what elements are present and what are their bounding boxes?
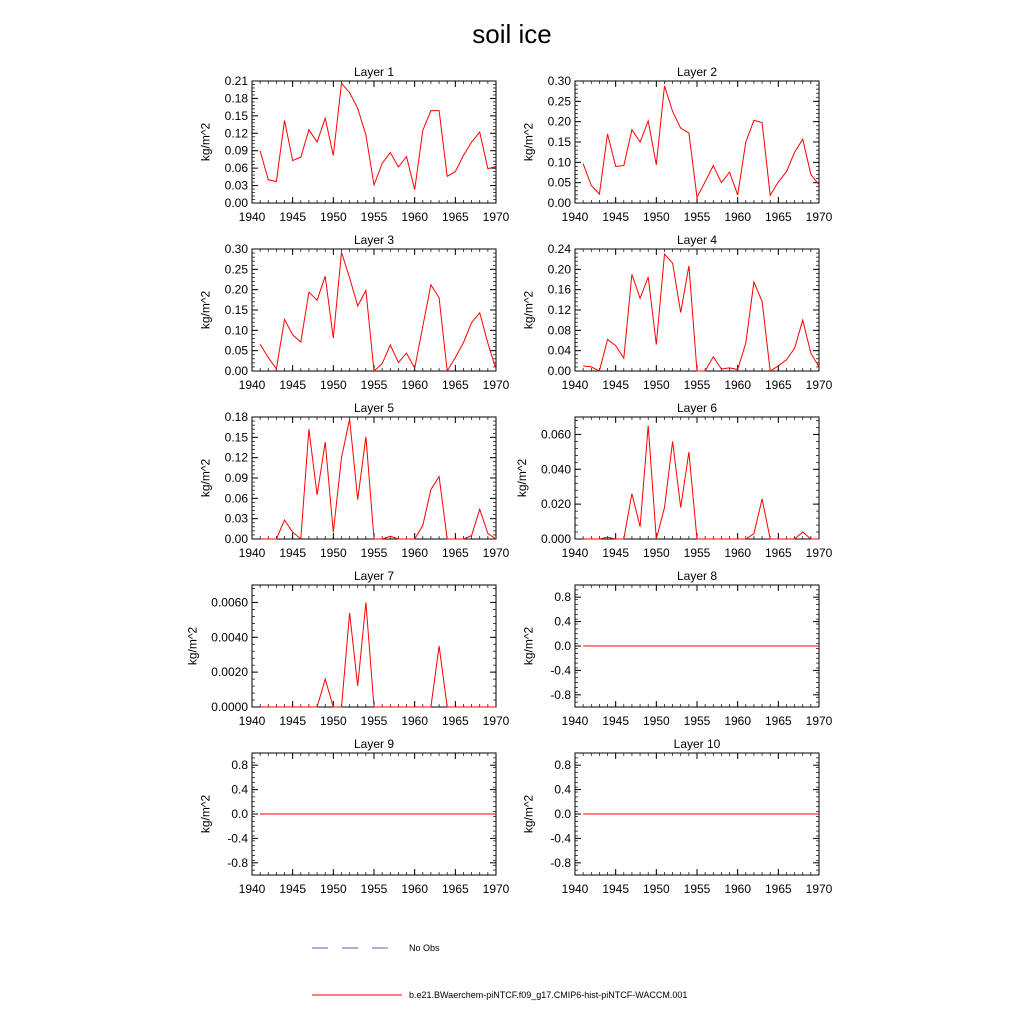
y-tick-label: -0.4 — [550, 663, 571, 678]
y-tick-label: 0.0 — [554, 807, 571, 821]
x-tick-label: 1950 — [642, 210, 670, 224]
plot-frame — [575, 249, 819, 371]
x-tick-label: 1945 — [602, 210, 630, 224]
y-tick-label: 0.12 — [547, 303, 571, 317]
x-tick-label: 1950 — [319, 378, 347, 392]
panel-layer-10 — [522, 737, 833, 896]
x-tick-label: 1950 — [642, 882, 670, 896]
panel-layer-5 — [199, 401, 510, 560]
x-tick-label: 1970 — [482, 210, 510, 224]
x-tick-label: 1940 — [238, 378, 266, 392]
x-tick-label: 1950 — [319, 546, 347, 560]
x-tick-label: 1965 — [764, 378, 792, 392]
series-line — [583, 86, 819, 197]
x-tick-label: 1960 — [401, 378, 429, 392]
figure-title: soil ice — [472, 19, 552, 49]
x-tick-label: 1970 — [805, 378, 833, 392]
y-tick-label: 0.15 — [224, 108, 248, 123]
y-tick-label: 0.25 — [547, 94, 571, 109]
y-axis-label: kg/m^2 — [198, 794, 213, 834]
y-tick-label: 0.0 — [554, 639, 571, 653]
y-tick-label: 0.30 — [224, 242, 248, 256]
y-tick-label: 0.21 — [224, 74, 248, 88]
x-tick-label: 1960 — [724, 546, 752, 560]
panel-title: Layer 10 — [673, 737, 721, 751]
x-tick-label: 1950 — [642, 546, 670, 560]
y-tick-label: 0.0020 — [211, 665, 248, 680]
y-axis-label: kg/m^2 — [521, 122, 536, 162]
x-tick-label: 1945 — [602, 882, 630, 896]
x-tick-label: 1960 — [401, 714, 429, 728]
x-tick-label: 1955 — [360, 546, 388, 560]
y-tick-label: 0.4 — [231, 782, 248, 797]
y-tick-label: 0.08 — [547, 323, 571, 338]
x-tick-label: 1945 — [279, 714, 307, 728]
panel-layer-6 — [515, 401, 833, 560]
x-tick-label: 1960 — [724, 882, 752, 896]
y-axis-label: kg/m^2 — [521, 290, 536, 330]
y-tick-label: 0.15 — [224, 303, 248, 317]
legend — [312, 943, 687, 1000]
x-tick-label: 1970 — [805, 714, 833, 728]
x-tick-label: 1955 — [360, 210, 388, 224]
x-tick-label: 1965 — [441, 378, 469, 392]
x-tick-label: 1965 — [441, 714, 469, 728]
x-tick-label: 1970 — [482, 378, 510, 392]
panel-title: Layer 8 — [676, 569, 718, 583]
x-tick-label: 1955 — [683, 210, 711, 224]
x-tick-label: 1960 — [724, 210, 752, 224]
x-tick-label: 1970 — [805, 546, 833, 560]
y-tick-label: 0.20 — [224, 282, 248, 297]
panel-title: Layer 7 — [353, 569, 395, 583]
panel-layer-2 — [522, 65, 833, 224]
y-tick-label: 0.0 — [231, 807, 248, 821]
panel-title: Layer 4 — [676, 233, 718, 247]
x-tick-label: 1965 — [764, 546, 792, 560]
y-tick-label: 0.00 — [224, 532, 248, 546]
y-axis-label: kg/m^2 — [198, 458, 213, 498]
x-tick-label: 1945 — [279, 882, 307, 896]
y-tick-label: 0.18 — [224, 410, 248, 424]
x-tick-label: 1970 — [805, 210, 833, 224]
y-tick-label: 0.09 — [224, 471, 248, 485]
y-tick-label: -0.8 — [550, 855, 571, 870]
y-tick-label: 0.12 — [224, 450, 248, 465]
series-line — [260, 419, 496, 539]
x-tick-label: 1960 — [401, 546, 429, 560]
x-tick-label: 1940 — [238, 210, 266, 224]
y-tick-label: 0.03 — [224, 178, 248, 193]
series-line — [260, 602, 496, 707]
x-tick-label: 1960 — [724, 378, 752, 392]
y-tick-label: 0.09 — [224, 143, 248, 158]
x-tick-label: 1940 — [238, 714, 266, 728]
y-tick-label: 0.020 — [540, 497, 571, 512]
x-tick-label: 1970 — [482, 546, 510, 560]
y-tick-label: 0.000 — [540, 532, 571, 546]
y-tick-label: 0.30 — [547, 74, 571, 88]
y-tick-label: 0.05 — [224, 343, 248, 358]
x-tick-label: 1970 — [482, 882, 510, 896]
y-tick-label: 0.0060 — [211, 595, 248, 610]
y-tick-label: 0.12 — [224, 126, 248, 141]
x-tick-label: 1940 — [561, 714, 589, 728]
plot-frame — [575, 417, 819, 539]
y-tick-label: 0.03 — [224, 511, 248, 526]
y-axis-label: kg/m^2 — [198, 290, 213, 330]
x-tick-label: 1945 — [602, 714, 630, 728]
y-tick-label: 0.16 — [547, 282, 571, 297]
x-tick-label: 1945 — [602, 546, 630, 560]
x-tick-label: 1965 — [441, 882, 469, 896]
y-tick-label: 0.20 — [547, 262, 571, 277]
y-axis-label: kg/m^2 — [521, 794, 536, 834]
x-tick-label: 1940 — [561, 210, 589, 224]
x-tick-label: 1940 — [561, 378, 589, 392]
x-tick-label: 1940 — [238, 882, 266, 896]
plot-frame — [252, 417, 496, 539]
y-tick-label: 0.20 — [547, 114, 571, 129]
x-tick-label: 1965 — [441, 210, 469, 224]
panel-layer-8 — [522, 569, 833, 728]
y-axis-label: kg/m^2 — [198, 122, 213, 162]
y-tick-label: -0.8 — [227, 855, 248, 870]
x-tick-label: 1965 — [764, 714, 792, 728]
x-tick-label: 1970 — [805, 882, 833, 896]
y-tick-label: 0.0040 — [211, 630, 248, 645]
y-tick-label: -0.8 — [550, 687, 571, 702]
x-tick-label: 1940 — [561, 882, 589, 896]
x-tick-label: 1955 — [360, 378, 388, 392]
x-tick-label: 1950 — [319, 714, 347, 728]
panel-layer-4 — [522, 233, 833, 392]
x-tick-label: 1945 — [279, 546, 307, 560]
x-tick-label: 1955 — [683, 714, 711, 728]
x-tick-label: 1955 — [683, 882, 711, 896]
y-tick-label: -0.4 — [550, 831, 571, 846]
plot-frame — [252, 249, 496, 371]
x-tick-label: 1950 — [642, 714, 670, 728]
x-tick-label: 1970 — [482, 714, 510, 728]
y-tick-label: 0.4 — [554, 614, 571, 629]
x-tick-label: 1945 — [279, 378, 307, 392]
series-line — [583, 254, 819, 371]
series-line — [260, 83, 496, 189]
panel-layer-1 — [199, 65, 510, 224]
panel-layer-7 — [185, 569, 509, 728]
x-tick-label: 1955 — [360, 714, 388, 728]
y-axis-label: kg/m^2 — [515, 458, 529, 498]
panel-title: Layer 6 — [676, 401, 718, 415]
legend-label-1: No Obs — [409, 943, 440, 953]
panel-title: Layer 9 — [353, 737, 395, 751]
y-tick-label: 0.10 — [547, 155, 571, 170]
y-axis-label: kg/m^2 — [521, 626, 536, 666]
series-line — [583, 426, 819, 539]
x-tick-label: 1965 — [764, 882, 792, 896]
y-tick-label: 0.00 — [224, 196, 248, 210]
y-tick-label: 0.00 — [547, 364, 571, 378]
legend-label-2: b.e21.BWaerchem-piNTCF.f09_g17.CMIP6-hist-piNTCF-WACCM.001 — [409, 990, 688, 1000]
x-tick-label: 1960 — [724, 714, 752, 728]
y-tick-label: 0.4 — [554, 782, 571, 797]
y-tick-label: -0.4 — [227, 831, 248, 846]
x-tick-label: 1960 — [401, 210, 429, 224]
x-tick-label: 1945 — [279, 210, 307, 224]
y-tick-label: 0.8 — [231, 758, 248, 773]
y-tick-label: 0.04 — [547, 343, 571, 358]
x-tick-label: 1940 — [238, 546, 266, 560]
panel-title: Layer 3 — [353, 233, 395, 247]
y-tick-label: 0.060 — [540, 427, 571, 442]
series-line — [260, 252, 496, 371]
y-tick-label: 0.10 — [224, 323, 248, 338]
x-tick-label: 1965 — [441, 546, 469, 560]
x-tick-label: 1950 — [642, 378, 670, 392]
x-tick-label: 1960 — [401, 882, 429, 896]
y-tick-label: 0.25 — [224, 262, 248, 277]
y-tick-label: 0.06 — [224, 161, 248, 176]
x-tick-label: 1950 — [319, 210, 347, 224]
x-tick-label: 1965 — [764, 210, 792, 224]
y-tick-label: 0.15 — [224, 430, 248, 445]
x-tick-label: 1950 — [319, 882, 347, 896]
y-tick-label: 0.00 — [224, 364, 248, 378]
panel-grid — [185, 65, 832, 896]
plot-frame — [252, 585, 496, 707]
x-tick-label: 1955 — [683, 378, 711, 392]
y-tick-label: 0.05 — [547, 175, 571, 190]
panel-title: Layer 1 — [353, 65, 395, 79]
x-tick-label: 1945 — [602, 378, 630, 392]
y-tick-label: 0.8 — [554, 758, 571, 773]
y-tick-label: 0.18 — [224, 91, 248, 106]
x-tick-label: 1955 — [360, 882, 388, 896]
y-tick-label: 0.8 — [554, 590, 571, 605]
y-tick-label: 0.15 — [547, 135, 571, 149]
panel-layer-3 — [199, 233, 510, 392]
panel-title: Layer 5 — [353, 401, 395, 415]
y-tick-label: 0.040 — [540, 462, 571, 477]
x-tick-label: 1955 — [683, 546, 711, 560]
panel-layer-9 — [199, 737, 510, 896]
y-tick-label: 0.06 — [224, 491, 248, 506]
y-tick-label: 0.0000 — [211, 700, 248, 714]
x-tick-label: 1940 — [561, 546, 589, 560]
y-tick-label: 0.24 — [547, 242, 571, 256]
panel-title: Layer 2 — [676, 65, 718, 79]
plot-frame — [575, 81, 819, 203]
y-axis-label: kg/m^2 — [185, 626, 200, 666]
y-tick-label: 0.00 — [547, 196, 571, 210]
